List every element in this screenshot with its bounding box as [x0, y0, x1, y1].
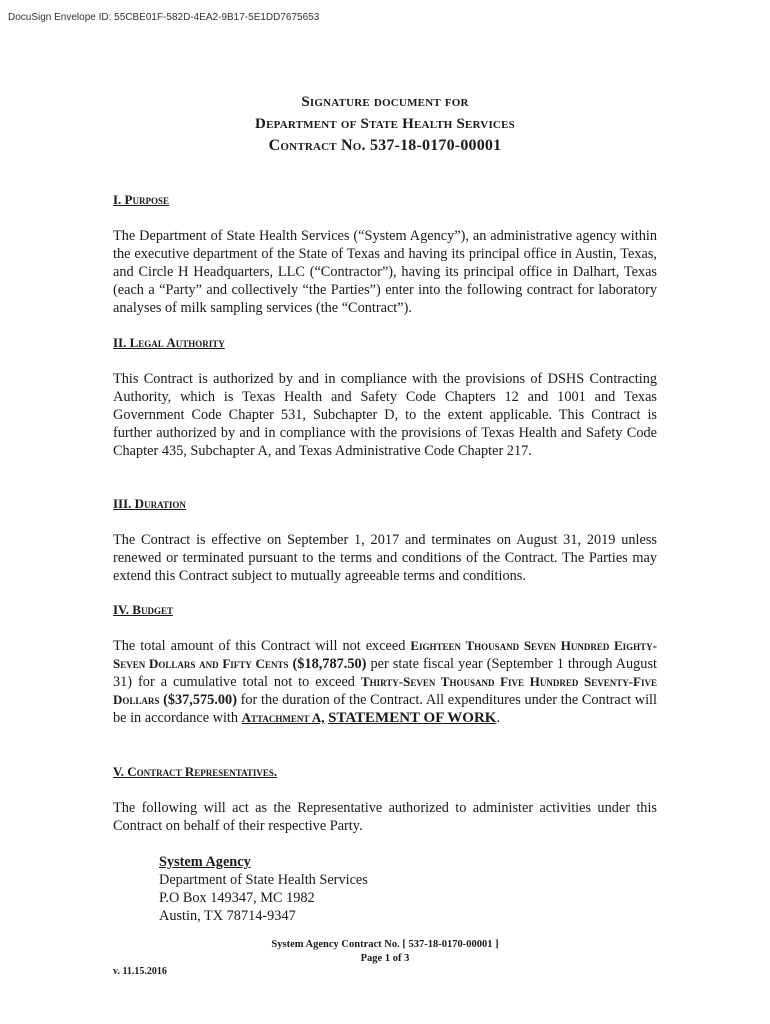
- budget-text-3: for the duration of the Contract. All expenditures under the Contract will be in accordance with: [113, 692, 658, 726]
- system-agency-line2: P.O Box 149347, MC 1982: [159, 890, 315, 906]
- document-title-line3: Contract No. 537-18-0170-00001: [268, 137, 502, 154]
- section-text-authority: This Contract is authorized by and in compliance with the provisions of DSHS Contracting Authority, which is Texas Health and Safety Code Chapters 12 and 1001 and Texas Government Code Chapter 531, Subchapter D, to the extent applicable. This Contract is further authorized by and in compliance with the provisions of Texas Health and Safety Code Chapter 435, Subchapter A, and Texas Administrative Code Chapter 217.: [113, 371, 657, 459]
- section-heading-budget: IV. Budget: [113, 602, 173, 617]
- section-heading-duration: III. Duration: [113, 496, 186, 511]
- section-text-duration: The Contract is effective on September 1, 2017 and terminates on August 31, 2019 unless renewed or terminated pursuant to the terms and conditions of the Contract. The Parties may extend this Contract subject to mutually agreeable terms and conditions.: [113, 532, 657, 584]
- system-agency-line3: Austin, TX 78714-9347: [159, 908, 296, 924]
- budget-text-2: per state fiscal year (September 1 through August 31) for a cumulative total not to exceed: [113, 656, 657, 690]
- envelope-id: DocuSign Envelope ID: 55CBE01F-582D-4EA2-9B17-5E1DD7675653: [8, 12, 320, 23]
- document-title-line2: Department of State Health Services: [255, 116, 515, 132]
- budget-amount2-words: Thirty-Seven Thousand Five Hundred Seventy-Five Dollars: [113, 674, 658, 707]
- budget-text-1: The total amount of this Contract will not exceed: [113, 638, 411, 654]
- section-text-representatives: The following will act as the Representative authorized to administer activities under this Contract on behalf of their respective Party.: [113, 800, 657, 834]
- section-heading-authority: II. Legal Authority: [113, 335, 225, 350]
- budget-text-4: .: [496, 710, 501, 726]
- document-title-line1: Signature document for: [301, 94, 469, 110]
- system-agency-label: System Agency: [159, 854, 251, 870]
- footer-contract-ref: System Agency Contract No. [ 537-18-0170-00001 ]: [271, 939, 499, 950]
- budget-amount1-words: Eighteen Thousand Seven Hundred Eighty-Seven Dollars and Fifty Cents: [113, 638, 657, 671]
- footer-page-number: Page 1 of 3: [360, 953, 410, 964]
- statement-of-work-link[interactable]: STATEMENT OF WORK: [328, 710, 497, 726]
- budget-amount1: ($18,787.50): [292, 656, 367, 672]
- system-agency-line1: Department of State Health Services: [159, 872, 368, 888]
- budget-amount2: ($37,575.00): [163, 692, 237, 708]
- footer-version: v. 11.15.2016: [113, 966, 167, 977]
- attachment-a-link[interactable]: Attachment A,: [241, 710, 325, 725]
- section-text-purpose: The Department of State Health Services (“System Agency”), an administrative agency within the executive department of the State of Texas and having its principal office in Austin, Texas, and Circle H Headquarters, LLC (“Contractor”), having its principal office in Dalhart, Texas (each a “Party” and collectively “the Parties”) enter into the following contract for laboratory analyses of milk sampling services (the “Contract”).: [113, 228, 657, 316]
- system-agency-address: [159, 853, 368, 925]
- section-text-budget: [113, 637, 657, 727]
- section-heading-purpose: I. Purpose: [113, 192, 170, 207]
- section-heading-representatives: V. Contract Representatives.: [113, 764, 278, 779]
